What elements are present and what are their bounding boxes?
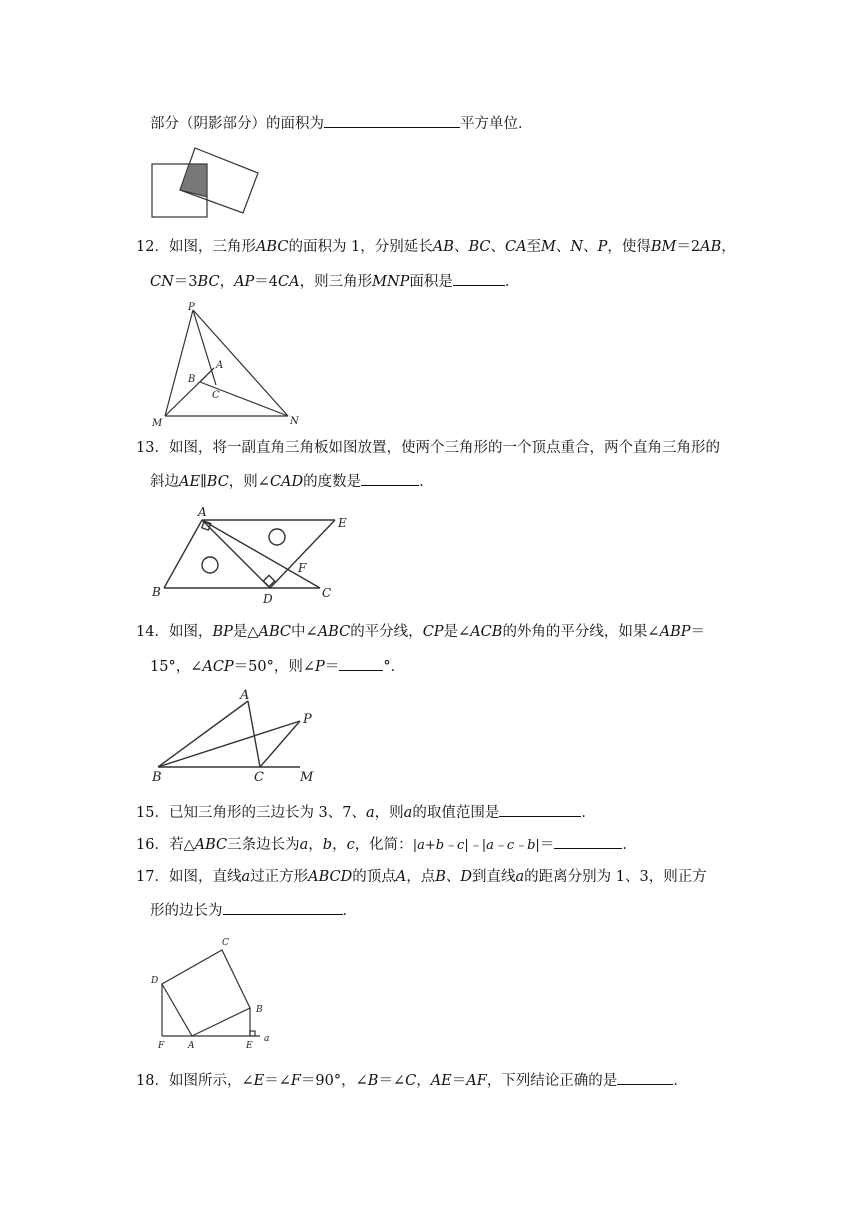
answer-blank[interactable]: [554, 834, 622, 849]
q14-line2: 15°，∠ACP＝50°，则∠P＝ °．: [150, 656, 405, 677]
answer-blank[interactable]: [339, 656, 383, 671]
label-A: A: [198, 505, 207, 519]
label-line-a: a: [264, 1034, 270, 1044]
answer-blank[interactable]: [361, 471, 419, 486]
q13-line1: 13．如图，将一副直角三角板如图放置，使两个三角形的一个顶点重合，两个直角三角形的: [136, 440, 720, 456]
question-number: 14．: [136, 624, 169, 640]
label-P: P: [303, 712, 312, 727]
q17-line1: 17．如图，直线a过正方形ABCD的顶点A，点B、D到直线a的距离分别为 1、3，则正方: [136, 869, 707, 885]
label-P: P: [188, 302, 195, 313]
label-A: A: [216, 360, 224, 371]
q12-line2: CN＝3BC，AP＝4CA，则三角形MNP面积是 ．: [150, 271, 519, 292]
answer-blank[interactable]: [223, 900, 343, 915]
answer-blank[interactable]: [617, 1070, 673, 1085]
label-N: N: [290, 416, 299, 427]
q14-figure: [150, 685, 330, 785]
label-M: M: [300, 770, 314, 785]
q12-line1: 12．如图，三角形ABC的面积为 1，分别延长AB、BC、CA至M、N、P，使得BM＝2AB，: [136, 239, 736, 255]
answer-blank[interactable]: [453, 271, 505, 286]
label-B: B: [256, 1005, 263, 1015]
question-number: 18．: [136, 1073, 169, 1089]
label-F: F: [298, 561, 307, 575]
q11-figure: [150, 145, 265, 220]
q11-continuation: [150, 113, 533, 134]
q16-line: 16．若△ABC三条边长为a，b，c，化简：|a+b﹣c|﹣|a﹣c﹣b|＝ ．: [136, 834, 637, 856]
label-E: E: [338, 516, 347, 530]
label-C: C: [254, 770, 264, 785]
q14-line1: 14．如图，BP是△ABC中∠ABC的平分线，CP是∠ACB的外角的平分线，如果∠ABP＝: [136, 624, 705, 640]
label-A: A: [188, 1041, 195, 1051]
question-number: 17．: [136, 869, 169, 885]
answer-blank[interactable]: [499, 802, 581, 817]
answer-blank[interactable]: [324, 113, 460, 128]
q17-line2: 形的边长为 ．: [150, 900, 357, 921]
q13-line2: 斜边AE∥BC，则∠CAD的度数是 ．: [150, 471, 434, 492]
label-A: A: [240, 688, 250, 703]
label-C: C: [212, 390, 220, 401]
label-D: D: [151, 976, 159, 986]
label-M: M: [152, 418, 163, 429]
label-F: F: [158, 1041, 165, 1051]
label-C: C: [322, 586, 332, 600]
label-D: D: [263, 592, 273, 606]
label-B: B: [152, 585, 161, 599]
question-number: 16．: [136, 837, 169, 853]
label-C: C: [222, 938, 229, 948]
q13-figure: [150, 500, 360, 610]
q18-line: 18．如图所示，∠E＝∠F＝90°，∠B＝∠C，AE＝AF，下列结论正确的是 ．: [136, 1070, 688, 1091]
question-number: 12．: [136, 239, 169, 255]
q11-text-end: 平方单位．: [460, 116, 533, 132]
q12-figure: [150, 300, 310, 430]
q15-line: 15．已知三角形的三边长为 3、7、a，则a的取值范围是 ．: [136, 802, 596, 823]
label-B: B: [188, 374, 196, 385]
question-number: 13．: [136, 440, 169, 456]
q17-figure: [148, 935, 278, 1053]
label-B: B: [152, 770, 162, 785]
q11-text: 部分（阴影部分）的面积为: [150, 116, 324, 132]
question-number: 15．: [136, 805, 169, 821]
label-E: E: [246, 1041, 253, 1051]
